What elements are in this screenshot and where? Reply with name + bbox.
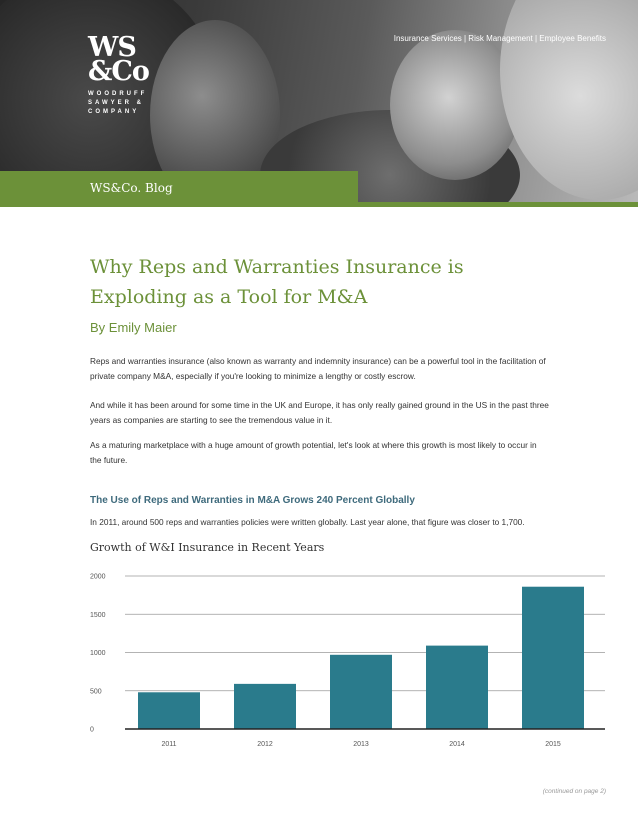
logo-mark-line1: WS xyxy=(88,32,136,63)
bar-2014 xyxy=(426,646,488,729)
hero-photo-highlight xyxy=(500,0,638,200)
logo-company-name xyxy=(88,90,147,117)
article-title-line: Exploding as a Tool for M&A xyxy=(90,286,368,308)
paragraph-line: And while it has been around for some time in the UK and Europe, it has only really gained ground in the US in the past three xyxy=(90,400,549,410)
x-tick-label: 2015 xyxy=(545,741,561,748)
y-tick-label: 1000 xyxy=(90,650,106,657)
paragraph-intro xyxy=(90,354,615,384)
logo-mark-line2: &Co xyxy=(88,56,149,87)
bar-2013 xyxy=(330,655,392,729)
x-tick-label: 2013 xyxy=(353,741,369,748)
bar-2012 xyxy=(234,684,296,729)
article-title xyxy=(90,252,590,312)
blog-label-band xyxy=(0,171,358,207)
blog-label: WS&Co. Blog xyxy=(90,181,173,195)
services-tagline: Insurance Services | Risk Management | Employee Benefits xyxy=(393,34,606,43)
paragraph-line: years as companies are starting to see the tremendous value in it. xyxy=(90,415,333,425)
hero-banner xyxy=(0,0,638,207)
logo-name-line: SAWYER & xyxy=(88,100,145,106)
bar-2015 xyxy=(522,587,584,729)
paragraph-line: Reps and warranties insurance (also known as warranty and indemnity insurance) can be a powerful tool in the facilitation of xyxy=(90,356,546,366)
y-tick-label: 2000 xyxy=(90,573,106,581)
paragraph-history xyxy=(90,398,615,428)
y-tick-label: 0 xyxy=(90,726,94,734)
company-logo xyxy=(88,32,149,117)
continued-note: (continued on page 2) xyxy=(542,788,606,795)
article-title-line: Why Reps and Warranties Insurance is xyxy=(90,256,464,278)
x-tick-label: 2011 xyxy=(161,741,177,748)
x-tick-label: 2014 xyxy=(449,741,465,748)
article-byline: By Emily Maier xyxy=(90,320,177,335)
section-subheading: The Use of Reps and Warranties in M&A Grows 240 Percent Globally xyxy=(90,495,415,506)
wi-growth-bar-chart xyxy=(80,562,610,756)
paragraph-outlook xyxy=(90,438,615,468)
bar-2011 xyxy=(138,692,200,729)
logo-mark xyxy=(88,32,149,87)
paragraph-line: private company M&A, especially if you're looking to minimize a lengthy or costly escrow. xyxy=(90,371,416,381)
paragraph-line: the future. xyxy=(90,455,128,465)
y-tick-label: 500 xyxy=(90,688,102,696)
x-tick-label: 2012 xyxy=(257,741,273,748)
y-tick-label: 1500 xyxy=(90,611,106,619)
chart-title: Growth of W&I Insurance in Recent Years xyxy=(90,541,325,554)
paragraph-line: As a maturing marketplace with a huge amount of growth potential, let's look at where this growth is most likely to occur in xyxy=(90,440,537,450)
paragraph-line: In 2011, around 500 reps and warranties policies were written globally. Last year alone, that figure was closer to 1,700. xyxy=(90,517,525,527)
header-accent-rule xyxy=(358,202,638,207)
logo-name-line: WOODRUFF xyxy=(88,91,148,97)
paragraph-growth-stat xyxy=(90,515,615,530)
logo-name-line: COMPANY xyxy=(88,109,140,115)
